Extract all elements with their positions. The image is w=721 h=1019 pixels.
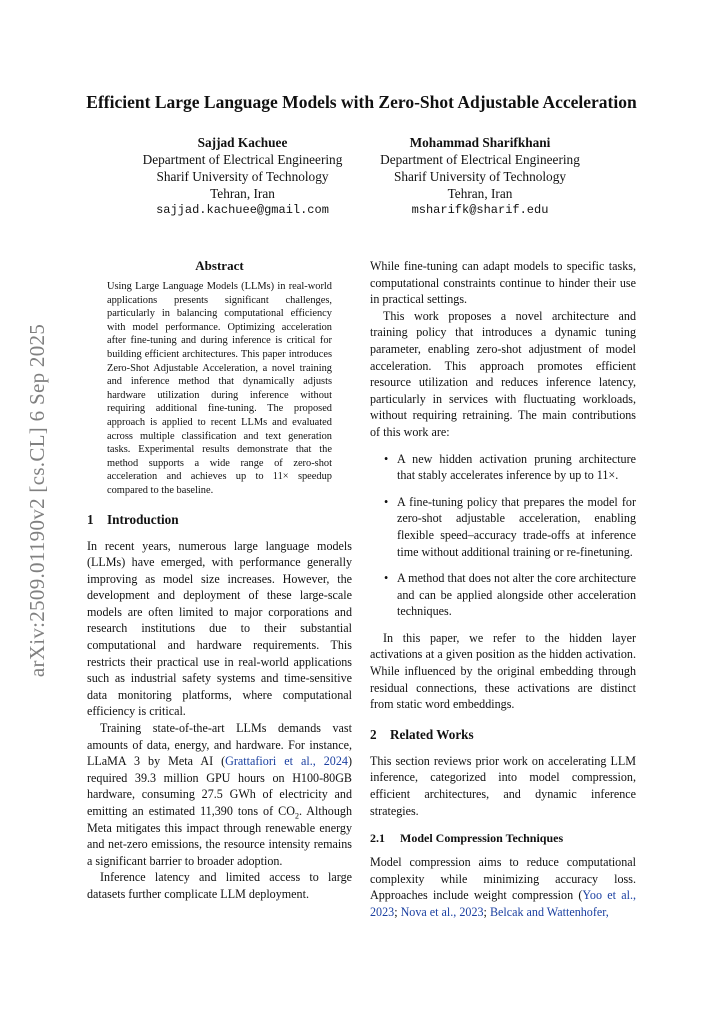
list-item: [370, 570, 636, 620]
author-email: msharifk@sharif.edu: [411, 203, 549, 217]
section-title: Related Works: [390, 726, 474, 742]
bullet-icon: •: [384, 451, 389, 466]
citation-link[interactable]: Yoo et al., 2023: [370, 888, 636, 919]
author-block-1: [120, 134, 365, 219]
subsection-heading-model-compression: [370, 831, 636, 846]
citation-link[interactable]: Belcak and Wattenhofer,: [489, 905, 609, 919]
author-city: Tehran, Iran: [447, 186, 513, 201]
abstract-text: Using Large Language Models (LLMs) in real-world applications presents significant challenges, particularly in balancing computational efficiency with model performance. Optimizing acceleration after fine-tuning and during inference is critical for building efficient architectures. This paper introduces Zero-Shot Adjustable Acceleration, a novel training and inference method that dynamically adjusts hardware utilization during inference without requiring additional fine-tuning. The proposed approach is applied to recent LLMs and evaluated across multiple classification and text generation tasks. Experimental results demonstrate that the method supports a wide range of zero-shot acceleration and achieves up to 11× speedup compared to the baseline.: [107, 281, 332, 496]
section-heading-related-works: [370, 727, 636, 743]
author-name: Mohammad Sharifkhani: [409, 135, 551, 150]
subsection-title: Model Compression Techniques: [400, 831, 564, 846]
citation-link[interactable]: Nova et al., 2023: [400, 905, 484, 919]
citation-separator: ;: [394, 905, 401, 919]
author-department: Department of Electrical Engineering: [142, 152, 343, 167]
bullet-icon: •: [384, 571, 389, 586]
right-column: [370, 258, 636, 921]
intro-paragraph-3: Inference latency and limited access to large datasets further complicate LLM deployment.: [87, 870, 352, 901]
right-paragraph-3: In this paper, we refer to the hidden layer activations at a given position as the hidden activation. While influenced by the original embedding through residual connections, these activations are distinct from static word embeddings.: [370, 630, 636, 712]
paper-title: Efficient Large Language Models with Zero-Shot Adjustable Acceleration: [86, 92, 637, 112]
section-heading-introduction: [87, 512, 352, 528]
list-item-text: A new hidden activation pruning architecture that stably accelerates inference by up to 11×.: [397, 451, 636, 483]
intro-paragraph-1: In recent years, numerous large language models (LLMs) have emerged, with performance generally improving as model size increases. However, the development and deployment of these large-scale models are often limited to major corporations and research institutions due to their substantial computational and hardware requirements. This restricts their practical use in real-world applications such as industrial safety systems and time-sensitive data monitoring platforms, where computational efficiency is critical.: [87, 538, 352, 719]
intro-p2-text-c: . Although Meta mitigates this impact through renewable energy and net-zero emissions, the resource intensity remains a significant barrier to broader adoption.: [87, 804, 352, 868]
author-department: Department of Electrical Engineering: [380, 152, 580, 167]
subscript: 2: [294, 811, 299, 821]
contributions-list: [370, 451, 636, 620]
author-email: sajjad.kachuee@gmail.com: [156, 203, 329, 217]
list-item: [370, 451, 636, 484]
citation-link[interactable]: Grattafiori et al., 2024: [225, 754, 348, 769]
intro-paragraph-2: [87, 720, 352, 869]
abstract-heading: Abstract: [195, 258, 244, 273]
compression-text: Model compression aims to reduce computational complexity while minimizing accuracy loss. Approaches include weight compression (: [370, 855, 636, 903]
section-number: 1: [87, 511, 94, 527]
author-block-2: [360, 134, 600, 219]
subsection-number: 2.1: [370, 831, 385, 846]
author-name: Sajjad Kachuee: [197, 135, 288, 150]
intro-p2-text-a: Training state-of-the-art LLMs demands vast amounts of data, energy, and hardware. For instance, LLaMA 3 by Meta AI (: [87, 721, 352, 769]
arxiv-id-text: arXiv:2509.01190v2 [cs.CL] 6 Sep 2025: [25, 323, 50, 677]
right-paragraph-2: This work proposes a novel architecture and training policy that introduces a dynamic tuning parameter, enabling zero-shot adjustment of model acceleration. This approach promotes efficient resource utilization and reduces inference latency, particularly in services with fluctuating workloads, without requiring retraining. The main contributions of this work are:: [370, 308, 636, 439]
list-item: [370, 494, 636, 560]
bullet-icon: •: [384, 494, 389, 509]
list-item-text: A fine-tuning policy that prepares the model for zero-shot adjustable acceleration, enabling flexible speed–accuracy trade-offs at inference time without additional training or re-finetuning.: [397, 494, 636, 559]
list-item-text: A method that does not alter the core architecture and can be applied alongside other acceleration techniques.: [397, 571, 636, 619]
author-city: Tehran, Iran: [210, 186, 275, 201]
left-column: [87, 258, 352, 903]
model-compression-paragraph: [370, 854, 636, 920]
arxiv-identifier: [8, 300, 68, 700]
section-number: 2: [370, 726, 377, 742]
intro-p2-text-b: ) required 39.3 million GPU hours on H100-80GB hardware, consuming 27.5 GWh of electricity and emitting an estimated 11,390 tons of CO: [87, 754, 352, 818]
citation-separator: ;: [483, 905, 490, 919]
right-paragraph-1: While fine-tuning can adapt models to specific tasks, computational constraints continue to hinder their use in practical settings.: [370, 259, 636, 307]
section-title: Introduction: [107, 511, 179, 527]
related-works-paragraph: This section reviews prior work on accelerating LLM inference, categorized into model compression, efficient architectures, and dynamic inference strategies.: [370, 753, 636, 818]
author-university: Sharif University of Technology: [156, 169, 329, 184]
author-university: Sharif University of Technology: [393, 169, 567, 184]
